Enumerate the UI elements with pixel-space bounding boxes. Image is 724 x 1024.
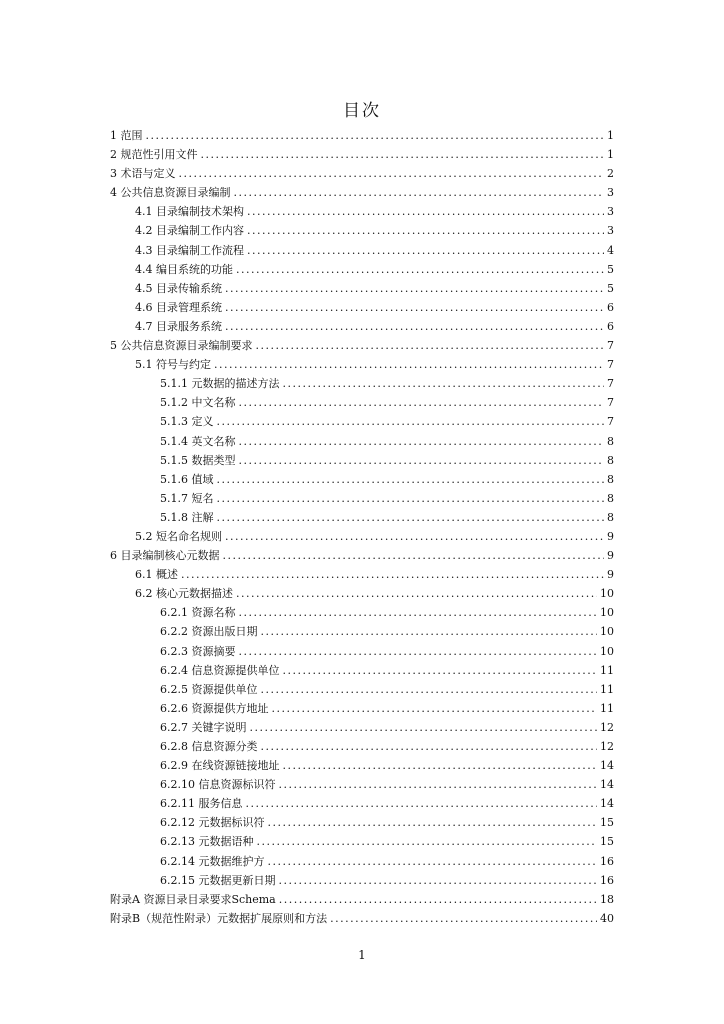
toc-entry[interactable]: [110, 813, 614, 832]
toc-entry-page: 12: [600, 740, 614, 753]
toc-entry[interactable]: [110, 565, 614, 584]
toc-entry-page: 5: [607, 262, 614, 276]
toc-entry-label: 6.2.4 信息资源提供单位: [160, 663, 280, 677]
toc-dot-leader: [201, 145, 605, 164]
toc-entry[interactable]: [110, 374, 614, 393]
toc-entry[interactable]: [110, 642, 614, 661]
toc-entry[interactable]: [110, 699, 614, 718]
toc-entry-label: 5.1.4 英文名称: [160, 434, 236, 448]
toc-entry[interactable]: [110, 432, 614, 451]
toc-entry-page: 14: [600, 778, 614, 792]
toc-entry-page: 4: [607, 243, 614, 257]
toc-entry-label: 5.1.1 元数据的描述方法: [160, 377, 280, 391]
toc-dot-leader: [181, 565, 604, 584]
toc-entry-label: 6 目录编制核心元数据: [110, 549, 220, 563]
toc-entry-label: 2 规范性引用文件: [110, 148, 198, 162]
toc-entry-label: 4.7 目录服务系统: [135, 319, 222, 333]
toc-entry-label: 4.5 目录传输系统: [135, 281, 222, 295]
page-number: 1: [358, 948, 366, 962]
toc-entry-label: 6.2.13 元数据语种: [160, 835, 254, 849]
toc-entry[interactable]: [110, 412, 614, 431]
toc-entry[interactable]: [110, 603, 614, 622]
toc-dot-leader: [261, 737, 598, 756]
toc-entry-page: 9: [607, 529, 614, 543]
toc-dot-leader: [247, 202, 604, 221]
toc-entry-page: 9: [607, 568, 614, 582]
toc-entry-label: 6.2.5 资源提供单位: [160, 682, 258, 696]
toc-entry-page: 8: [607, 510, 614, 524]
toc-entry-label: 6.2.3 资源摘要: [160, 644, 236, 658]
toc-entry-label: 4.2 目录编制工作内容: [135, 224, 244, 238]
toc-dot-leader: [279, 890, 597, 909]
toc-entry-page: 10: [600, 606, 614, 620]
toc-entry-page: 9: [607, 549, 614, 563]
toc-dot-leader: [256, 336, 605, 355]
toc-entry-label: 6.2.15 元数据更新日期: [160, 873, 276, 887]
toc-entry[interactable]: [110, 279, 614, 298]
toc-entry[interactable]: [110, 489, 614, 508]
toc-entry-label: 6.2.8 信息资源分类: [160, 740, 258, 753]
toc-entry-page: 16: [600, 873, 614, 887]
toc-entry-page: 7: [607, 396, 614, 410]
toc-entry-page: 15: [600, 835, 614, 849]
toc-entry[interactable]: [110, 393, 614, 412]
toc-entry-label: 附录A 资源目录目录要求Schema: [110, 892, 276, 906]
toc-entry-label: 6.2.10 信息资源标识符: [160, 778, 276, 792]
toc-entry[interactable]: [110, 852, 614, 871]
toc-entry-page: 18: [600, 892, 614, 906]
toc-entry-page: 8: [607, 491, 614, 505]
toc-dot-leader: [245, 794, 597, 813]
toc-entry-label: 5.1.7 短名: [160, 491, 214, 505]
toc-entry[interactable]: [110, 584, 614, 603]
toc-entry-label: 4 公共信息资源目录编制: [110, 186, 231, 200]
toc-entry[interactable]: [110, 756, 614, 775]
toc-dot-leader: [225, 527, 604, 546]
toc-entry-page: 8: [607, 472, 614, 486]
toc-entry[interactable]: [110, 622, 614, 641]
toc-entry-page: 6: [607, 300, 614, 314]
toc-dot-leader: [267, 813, 597, 832]
toc-entry-label: 6.2.12 元数据标识符: [160, 816, 265, 830]
toc-entry-page: 10: [600, 587, 614, 601]
page-title: 目次: [343, 101, 381, 121]
toc-dot-leader: [239, 642, 598, 661]
toc-dot-leader: [217, 508, 605, 527]
toc-entry[interactable]: [110, 451, 614, 470]
toc-entry-page: 12: [600, 720, 614, 734]
toc-entry-label: 附录B（规范性附录）元数据扩展原则和方法: [110, 911, 328, 925]
toc-dot-leader: [250, 718, 598, 737]
toc-entry[interactable]: [110, 126, 614, 145]
toc-dot-leader: [234, 183, 605, 202]
toc-entry-label: 3 术语与定义: [110, 167, 176, 181]
toc-dot-leader: [261, 622, 598, 641]
toc-dot-leader: [225, 317, 604, 336]
toc-dot-leader: [278, 871, 597, 890]
toc-entry[interactable]: [110, 336, 614, 355]
toc-entry-label: 6.2.2 资源出版日期: [160, 625, 258, 639]
toc-entry-label: 5.1.8 注解: [160, 510, 214, 524]
toc-entry[interactable]: [110, 317, 614, 336]
toc-dot-leader: [283, 756, 598, 775]
toc-entry-page: 40: [600, 911, 614, 925]
toc-dot-leader: [283, 661, 598, 680]
toc-entry-label: 4.6 目录管理系统: [135, 300, 222, 314]
toc-entry-page: 7: [607, 358, 614, 372]
toc-entry[interactable]: [110, 661, 614, 680]
toc-entry[interactable]: [110, 145, 614, 164]
toc-entry[interactable]: [110, 164, 614, 183]
toc-entry[interactable]: [110, 546, 614, 565]
toc-dot-leader: [146, 126, 605, 145]
toc-dot-leader: [179, 164, 605, 183]
toc-entry[interactable]: [110, 909, 614, 928]
toc-entry-label: 4.3 目录编制工作流程: [135, 243, 244, 257]
toc-dot-leader: [239, 432, 605, 451]
toc-dot-leader: [236, 260, 604, 279]
toc-entry-page: 10: [600, 625, 614, 639]
toc-entry-page: 11: [600, 701, 614, 715]
toc-dot-leader: [267, 852, 597, 871]
toc-entry[interactable]: [110, 241, 614, 260]
toc-entry-page: 16: [600, 854, 614, 868]
toc-dot-leader: [261, 680, 598, 699]
toc-entry-page: 6: [607, 319, 614, 333]
toc-entry[interactable]: [110, 298, 614, 317]
toc-entry[interactable]: [110, 794, 614, 813]
toc-dot-leader: [214, 355, 604, 374]
toc-entry[interactable]: [110, 871, 614, 890]
toc-entry[interactable]: [110, 183, 614, 202]
toc-dot-leader: [239, 451, 605, 470]
toc-entry-page: 11: [600, 682, 614, 696]
toc-entry-label: 6.1 概述: [135, 568, 178, 582]
toc-entry-page: 1: [607, 148, 614, 162]
toc-entry-page: 15: [600, 816, 614, 830]
toc-entry-label: 4.4 编目系统的功能: [135, 262, 233, 276]
toc-entry-label: 1 范围: [110, 129, 143, 142]
toc-entry-label: 5.1.2 中文名称: [160, 396, 236, 410]
toc-dot-leader: [330, 909, 597, 928]
toc-entry-page: 8: [607, 453, 614, 467]
toc-entry-label: 5.1.3 定义: [160, 415, 214, 429]
toc-entry-page: 3: [607, 205, 614, 219]
toc-dot-leader: [239, 603, 598, 622]
toc-entry-page: 3: [607, 224, 614, 238]
toc-entry-page: 14: [600, 759, 614, 773]
toc-entry[interactable]: [110, 737, 614, 756]
toc-entry-page: 1: [607, 129, 614, 142]
toc-entry-page: 8: [607, 434, 614, 448]
toc-entry-page: 11: [600, 663, 614, 677]
toc-dot-leader: [223, 546, 605, 565]
toc-entry[interactable]: [110, 832, 614, 851]
toc-entry[interactable]: [110, 775, 614, 794]
toc-entry-page: 7: [607, 339, 614, 353]
toc-entry[interactable]: [110, 890, 614, 909]
toc-dot-leader: [247, 221, 604, 240]
toc-entry[interactable]: [110, 260, 614, 279]
toc-dot-leader: [225, 279, 604, 298]
toc-entry[interactable]: [110, 527, 614, 546]
toc-entry[interactable]: [110, 680, 614, 699]
toc-dot-leader: [283, 374, 605, 393]
toc-dot-leader: [256, 832, 597, 851]
toc-entry-label: 6.2 核心元数据描述: [135, 587, 233, 601]
toc-entry-page: 7: [607, 377, 614, 391]
toc-entry[interactable]: [110, 718, 614, 737]
toc-entry-label: 5.1.5 数据类型: [160, 453, 236, 467]
toc-dot-leader: [247, 241, 604, 260]
toc-dot-leader: [236, 584, 597, 603]
toc-dot-leader: [239, 393, 605, 412]
toc-entry-label: 5.1 符号与约定: [135, 358, 211, 372]
toc-entry-label: 6.2.9 在线资源链接地址: [160, 759, 280, 773]
toc-dot-leader: [272, 699, 598, 718]
toc-entry-label: 5.1.6 值域: [160, 472, 214, 486]
toc-entry[interactable]: [110, 355, 614, 374]
toc-entry[interactable]: [110, 508, 614, 527]
toc-entry[interactable]: [110, 470, 614, 489]
toc-entry-page: 10: [600, 644, 614, 658]
toc-entry-page: 14: [600, 797, 614, 811]
toc-entry-label: 6.2.14 元数据维护方: [160, 854, 265, 868]
toc-entry-page: 2: [607, 167, 614, 181]
toc-dot-leader: [225, 298, 604, 317]
toc-dot-leader: [217, 489, 605, 508]
toc-entry[interactable]: [110, 202, 614, 221]
table-of-contents: [110, 126, 614, 928]
toc-entry-label: 4.1 目录编制技术架构: [135, 205, 244, 219]
toc-dot-leader: [278, 775, 597, 794]
toc-entry-page: 3: [607, 186, 614, 200]
toc-entry-page: 5: [607, 281, 614, 295]
toc-entry-label: 6.2.6 资源提供方地址: [160, 701, 269, 715]
toc-entry-page: 7: [607, 415, 614, 429]
toc-entry-label: 6.2.11 服务信息: [160, 797, 243, 811]
toc-entry-label: 5.2 短名命名规则: [135, 529, 222, 543]
toc-entry-label: 5 公共信息资源目录编制要求: [110, 339, 253, 353]
toc-entry[interactable]: [110, 221, 614, 240]
toc-entry-label: 6.2.7 关键字说明: [160, 720, 247, 734]
toc-entry-label: 6.2.1 资源名称: [160, 606, 236, 620]
toc-dot-leader: [217, 412, 605, 431]
toc-dot-leader: [217, 470, 605, 489]
